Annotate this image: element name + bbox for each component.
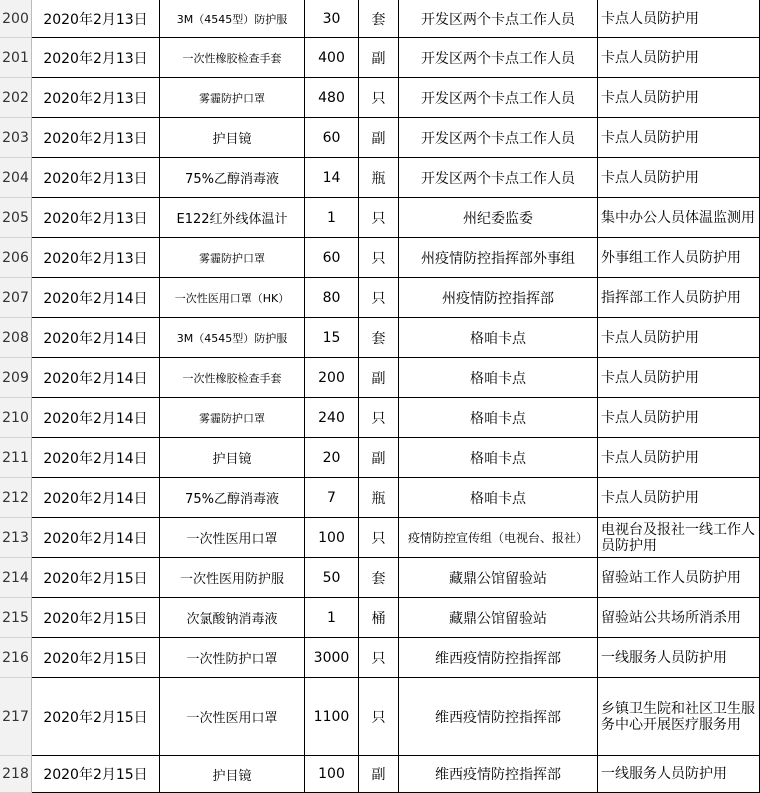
item-cell[interactable]: 一次性橡胶检查手套 xyxy=(160,38,305,78)
unit-cell[interactable]: 只 xyxy=(359,78,399,118)
date-cell[interactable]: 2020年2月13日 xyxy=(32,198,160,238)
table-row xyxy=(0,198,760,238)
row-number-header[interactable]: 213 xyxy=(0,518,32,558)
unit-cell[interactable]: 只 xyxy=(359,278,399,318)
table-row xyxy=(0,38,760,78)
row-number-header[interactable]: 217 xyxy=(0,678,32,756)
table-row xyxy=(0,318,760,358)
table-row xyxy=(0,238,760,278)
item-cell[interactable]: 雾霾防护口罩 xyxy=(160,78,305,118)
item-cell[interactable]: 一次性医用口罩（HK） xyxy=(160,278,305,318)
purpose-cell[interactable]: 指挥部工作人员防护用 xyxy=(598,278,760,318)
unit-cell[interactable]: 只 xyxy=(359,238,399,278)
date-cell[interactable]: 2020年2月15日 xyxy=(32,598,160,638)
quantity-cell[interactable]: 1100 xyxy=(305,678,359,756)
recipient-cell[interactable]: 维西疫情防控指挥部 xyxy=(399,756,598,793)
quantity-cell[interactable]: 7 xyxy=(305,478,359,518)
row-number-header[interactable]: 208 xyxy=(0,318,32,358)
unit-cell[interactable]: 瓶 xyxy=(359,158,399,198)
item-cell[interactable]: 3M（4545型）防护服 xyxy=(160,318,305,358)
purpose-cell[interactable]: 外事组工作人员防护用 xyxy=(598,238,760,278)
table-row xyxy=(0,398,760,438)
recipient-cell[interactable]: 维西疫情防控指挥部 xyxy=(399,638,598,678)
unit-cell[interactable]: 只 xyxy=(359,638,399,678)
row-number-header[interactable]: 207 xyxy=(0,278,32,318)
quantity-cell[interactable]: 240 xyxy=(305,398,359,438)
recipient-cell[interactable]: 开发区两个卡点工作人员 xyxy=(399,158,598,198)
quantity-cell[interactable]: 60 xyxy=(305,118,359,158)
recipient-cell[interactable]: 开发区两个卡点工作人员 xyxy=(399,78,598,118)
date-cell[interactable]: 2020年2月14日 xyxy=(32,438,160,478)
recipient-cell[interactable]: 开发区两个卡点工作人员 xyxy=(399,0,598,38)
date-cell[interactable]: 2020年2月14日 xyxy=(32,278,160,318)
recipient-cell[interactable]: 格咱卡点 xyxy=(399,438,598,478)
unit-cell[interactable]: 副 xyxy=(359,38,399,78)
quantity-cell[interactable]: 15 xyxy=(305,318,359,358)
unit-cell[interactable]: 套 xyxy=(359,558,399,598)
recipient-cell[interactable]: 维西疫情防控指挥部 xyxy=(399,678,598,756)
purpose-cell[interactable]: 一线服务人员防护用 xyxy=(598,638,760,678)
unit-cell[interactable]: 套 xyxy=(359,318,399,358)
purpose-cell[interactable]: 留验站公共场所消杀用 xyxy=(598,598,760,638)
table-row xyxy=(0,158,760,198)
row-number-header[interactable]: 209 xyxy=(0,358,32,398)
table-row xyxy=(0,598,760,638)
quantity-cell[interactable]: 1 xyxy=(305,198,359,238)
quantity-cell[interactable]: 1 xyxy=(305,598,359,638)
row-number-header[interactable]: 216 xyxy=(0,638,32,678)
quantity-cell[interactable]: 100 xyxy=(305,518,359,558)
recipient-cell[interactable]: 州疫情防控指挥部 xyxy=(399,278,598,318)
recipient-cell[interactable]: 格咱卡点 xyxy=(399,398,598,438)
table-row xyxy=(0,438,760,478)
purpose-cell[interactable]: 卡点人员防护用 xyxy=(598,38,760,78)
quantity-cell[interactable]: 3000 xyxy=(305,638,359,678)
purpose-cell[interactable]: 电视台及报社一线工作人员防护用 xyxy=(598,518,760,558)
date-cell[interactable]: 2020年2月14日 xyxy=(32,318,160,358)
quantity-cell[interactable]: 14 xyxy=(305,158,359,198)
item-cell[interactable]: 雾霾防护口罩 xyxy=(160,398,305,438)
purpose-cell[interactable]: 卡点人员防护用 xyxy=(598,118,760,158)
date-cell[interactable]: 2020年2月14日 xyxy=(32,398,160,438)
unit-cell[interactable]: 只 xyxy=(359,678,399,756)
recipient-cell[interactable]: 州疫情防控指挥部外事组 xyxy=(399,238,598,278)
table-row xyxy=(0,558,760,598)
date-cell[interactable]: 2020年2月14日 xyxy=(32,518,160,558)
item-cell[interactable]: 一次性橡胶检查手套 xyxy=(160,358,305,398)
unit-cell[interactable]: 桶 xyxy=(359,598,399,638)
row-number-header[interactable]: 200 xyxy=(0,0,32,38)
item-cell[interactable]: 雾霾防护口罩 xyxy=(160,238,305,278)
row-number-header[interactable]: 201 xyxy=(0,38,32,78)
date-cell[interactable]: 2020年2月13日 xyxy=(32,238,160,278)
unit-cell[interactable]: 只 xyxy=(359,518,399,558)
purpose-cell[interactable]: 卡点人员防护用 xyxy=(598,438,760,478)
purpose-cell[interactable]: 一线服务人员防护用 xyxy=(598,756,760,793)
date-cell[interactable]: 2020年2月15日 xyxy=(32,558,160,598)
quantity-cell[interactable]: 200 xyxy=(305,358,359,398)
date-cell[interactable]: 2020年2月15日 xyxy=(32,638,160,678)
unit-cell[interactable]: 副 xyxy=(359,756,399,793)
recipient-cell[interactable]: 格咱卡点 xyxy=(399,478,598,518)
item-cell[interactable]: E122红外线体温计 xyxy=(160,198,305,238)
purpose-cell[interactable]: 卡点人员防护用 xyxy=(598,0,760,38)
item-cell[interactable]: 75%乙醇消毒液 xyxy=(160,158,305,198)
item-cell[interactable]: 75%乙醇消毒液 xyxy=(160,478,305,518)
date-cell[interactable]: 2020年2月13日 xyxy=(32,158,160,198)
purpose-cell[interactable]: 卡点人员防护用 xyxy=(598,398,760,438)
purpose-cell[interactable]: 卡点人员防护用 xyxy=(598,78,760,118)
date-cell[interactable]: 2020年2月13日 xyxy=(32,0,160,38)
row-number-header[interactable]: 218 xyxy=(0,756,32,793)
row-number-header[interactable]: 206 xyxy=(0,238,32,278)
unit-cell[interactable]: 副 xyxy=(359,438,399,478)
recipient-cell[interactable]: 开发区两个卡点工作人员 xyxy=(399,118,598,158)
date-cell[interactable]: 2020年2月14日 xyxy=(32,478,160,518)
row-number-header[interactable]: 212 xyxy=(0,478,32,518)
quantity-cell[interactable]: 20 xyxy=(305,438,359,478)
row-number-header[interactable]: 204 xyxy=(0,158,32,198)
date-cell[interactable]: 2020年2月14日 xyxy=(32,358,160,398)
item-cell[interactable]: 一次性医用口罩 xyxy=(160,678,305,756)
recipient-cell[interactable]: 格咱卡点 xyxy=(399,318,598,358)
purpose-cell[interactable]: 卡点人员防护用 xyxy=(598,158,760,198)
purpose-cell[interactable]: 集中办公人员体温监测用 xyxy=(598,198,760,238)
row-number-header[interactable]: 205 xyxy=(0,198,32,238)
purpose-cell[interactable]: 卡点人员防护用 xyxy=(598,478,760,518)
table-row xyxy=(0,478,760,518)
unit-cell[interactable]: 只 xyxy=(359,398,399,438)
recipient-cell[interactable]: 格咱卡点 xyxy=(399,358,598,398)
date-cell[interactable]: 2020年2月15日 xyxy=(32,756,160,793)
table-row xyxy=(0,118,760,158)
purpose-cell[interactable]: 乡镇卫生院和社区卫生服务中心开展医疗服务用 xyxy=(598,678,760,756)
item-cell[interactable]: 3M（4545型）防护服 xyxy=(160,0,305,38)
date-cell[interactable]: 2020年2月13日 xyxy=(32,78,160,118)
recipient-cell[interactable]: 州纪委监委 xyxy=(399,198,598,238)
table-row xyxy=(0,78,760,118)
quantity-cell[interactable]: 400 xyxy=(305,38,359,78)
unit-cell[interactable]: 瓶 xyxy=(359,478,399,518)
unit-cell[interactable]: 套 xyxy=(359,0,399,38)
quantity-cell[interactable]: 60 xyxy=(305,238,359,278)
row-number-header[interactable]: 202 xyxy=(0,78,32,118)
item-cell[interactable]: 次氯酸钠消毒液 xyxy=(160,598,305,638)
row-number-header[interactable]: 211 xyxy=(0,438,32,478)
row-number-header[interactable]: 214 xyxy=(0,558,32,598)
quantity-cell[interactable]: 30 xyxy=(305,0,359,38)
quantity-cell[interactable]: 50 xyxy=(305,558,359,598)
row-number-header[interactable]: 210 xyxy=(0,398,32,438)
purpose-cell[interactable]: 卡点人员防护用 xyxy=(598,358,760,398)
item-cell[interactable]: 一次性医用防护服 xyxy=(160,558,305,598)
unit-cell[interactable]: 副 xyxy=(359,118,399,158)
item-cell[interactable]: 护目镜 xyxy=(160,756,305,793)
quantity-cell[interactable]: 480 xyxy=(305,78,359,118)
item-cell[interactable]: 护目镜 xyxy=(160,438,305,478)
row-number-header[interactable]: 215 xyxy=(0,598,32,638)
date-cell[interactable]: 2020年2月13日 xyxy=(32,118,160,158)
table-row xyxy=(0,756,760,793)
date-cell[interactable]: 2020年2月15日 xyxy=(32,678,160,756)
item-cell[interactable]: 一次性医用口罩 xyxy=(160,518,305,558)
recipient-cell[interactable]: 疫情防控宣传组（电视台、报社） xyxy=(399,518,598,558)
item-cell[interactable]: 护目镜 xyxy=(160,118,305,158)
recipient-cell[interactable]: 藏鼎公馆留验站 xyxy=(399,598,598,638)
table-row xyxy=(0,678,760,756)
table-row xyxy=(0,518,760,558)
table-row xyxy=(0,0,760,38)
table-row xyxy=(0,358,760,398)
unit-cell[interactable]: 副 xyxy=(359,358,399,398)
table-row xyxy=(0,638,760,678)
quantity-cell[interactable]: 80 xyxy=(305,278,359,318)
purpose-cell[interactable]: 卡点人员防护用 xyxy=(598,318,760,358)
unit-cell[interactable]: 只 xyxy=(359,198,399,238)
date-cell[interactable]: 2020年2月13日 xyxy=(32,38,160,78)
table-row xyxy=(0,278,760,318)
recipient-cell[interactable]: 开发区两个卡点工作人员 xyxy=(399,38,598,78)
purpose-cell[interactable]: 留验站工作人员防护用 xyxy=(598,558,760,598)
row-number-header[interactable]: 203 xyxy=(0,118,32,158)
recipient-cell[interactable]: 藏鼎公馆留验站 xyxy=(399,558,598,598)
item-cell[interactable]: 一次性防护口罩 xyxy=(160,638,305,678)
quantity-cell[interactable]: 100 xyxy=(305,756,359,793)
